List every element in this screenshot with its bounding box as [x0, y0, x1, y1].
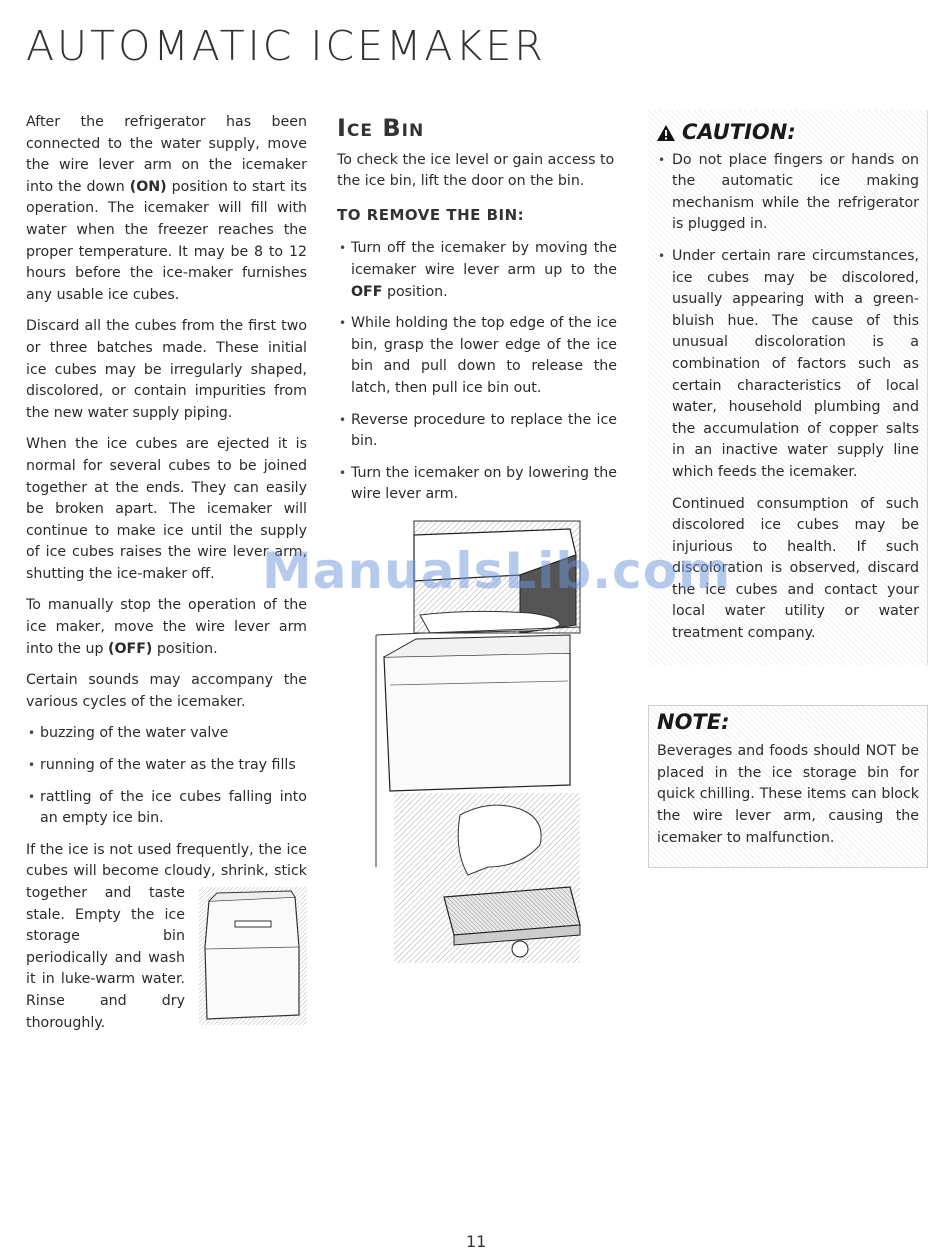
list-item: • Do not place fingers or hands on the automatic ice making mechanism while the refrigerator is plugged in.: [656, 150, 919, 236]
remove-bin-subheading: TO REMOVE THE BIN:: [337, 205, 525, 224]
list-item: • Reverse procedure to replace the ice bin.: [337, 410, 617, 453]
caution-title: CAUTION:: [656, 122, 919, 144]
ice-bin-heading: Ice Bin: [337, 114, 425, 142]
caution-list: [656, 150, 919, 484]
page-number: 11: [466, 1232, 487, 1251]
paragraph-ejected: When the ice cubes are ejected it is normal for several cubes to be joined together at the ends. They can easily be broken apart. The icemaker will continue to make ice until the supply of ice cubes raises the wire lever arm, shutting the ice-maker off.: [26, 436, 307, 582]
watermark: ManualsLib.com: [262, 542, 732, 600]
ice-bin-intro: To check the ice level or gain access to the ice bin, lift the door on the bin.: [337, 151, 615, 190]
page-title: AUTOMATIC ICEMAKER: [26, 22, 546, 70]
warning-triangle-icon: [656, 124, 676, 142]
list-item: • running of the water as the tray fills: [26, 755, 307, 777]
paragraph-discard: Discard all the cubes from the first two or three batches made. These initial ice cubes may be irregularly shaped, discolored, or contain impurities from the new water supply piping.: [26, 318, 307, 421]
caution-followup: Continued consumption of such discolored ice cubes may be injurious to health. If such discoloration is observed, discard the ice cubes and contact your local water utility or water treatment company.: [672, 495, 919, 642]
list-item: • Turn the icemaker on by lowering the wire lever arm.: [337, 463, 617, 506]
list-item: • Turn off the icemaker by moving the icemaker wire lever arm up to the OFF position.: [337, 238, 617, 303]
list-item: • Under certain rare circumstances, ice cubes may be discolored, usually appearing with a green-bluish hue. The cause of this unusual discoloration is a combination of factors such as certain characteristics of local water, household plumbing and the accumulation of copper salts in an inactive water supply line which feeds the icemaker.: [656, 246, 919, 484]
paragraph-sounds: Certain sounds may accompany the various cycles of the icemaker.: [26, 672, 307, 710]
column-right: [648, 110, 928, 868]
paragraph-cleaning: If the ice is not used frequently, the ice cubes will become cloudy, shrink, stick together and taste stale. Empty the ice storage bin periodically and wash it in luke-warm water. Rinse and dry thoroughly.: [26, 841, 307, 1031]
list-item: • buzzing of the water valve: [26, 723, 307, 745]
list-item: • While holding the top edge of the ice bin, grasp the lower edge of the ice bin and pull down to release the latch, then pull ice bin out.: [337, 313, 617, 399]
ice-bin-illustration: [199, 887, 307, 1025]
column-middle: [337, 114, 617, 516]
paragraph-manual-stop: To manually stop the operation of the ice maker, move the wire lever arm into the up (OFF) position.: [26, 597, 307, 657]
note-box: [648, 705, 928, 869]
sounds-list: [26, 723, 307, 829]
paragraph-connect: After the refrigerator has been connected to the water supply, move the wire lever arm on the icemaker into the down (ON) position to start its operation. The icemaker will fill with water when the freezer reaches the proper temperature. It may be 8 to 12 hours before the ice-maker furnishes any usable ice cubes.: [26, 114, 307, 303]
remove-bin-steps: [337, 238, 617, 506]
note-title: NOTE:: [657, 709, 730, 734]
list-item: • rattling of the ice cubes falling into an empty ice bin.: [26, 787, 307, 830]
note-text: Beverages and foods should NOT be placed in the ice storage bin for quick chilling. These items can block the wire lever arm, causing the icemaker to malfunction.: [657, 743, 919, 846]
